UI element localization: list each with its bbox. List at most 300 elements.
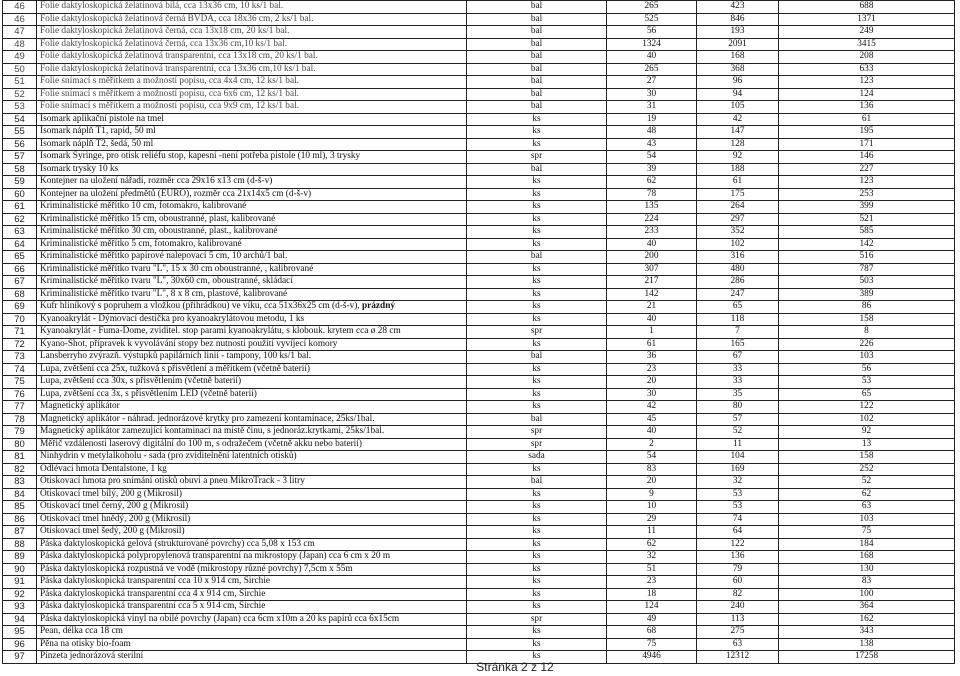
item-value-a-text: 233 [644, 226, 659, 236]
item-description-text: Magnetický aplikátor - náhrad. jednorázové krytky pro zamezení kontaminace, 25ks/1bal. [40, 413, 375, 424]
item-number-text: 55 [14, 126, 25, 137]
item-value-a-text: 19 [646, 113, 657, 124]
item-value-b-text: 33 [732, 363, 743, 374]
item-value-a-text: 61 [646, 338, 657, 349]
item-description-cell [37, 176, 467, 189]
item-value-a-cell [607, 626, 697, 639]
item-description-cell [37, 13, 467, 26]
item-total-text: 253 [859, 188, 874, 199]
item-unit-text: ks [532, 201, 541, 211]
item-number-cell [3, 413, 37, 426]
item-number-cell [3, 151, 37, 164]
item-number-cell [3, 488, 37, 501]
item-total-cell [779, 413, 955, 426]
item-value-a-text: 48 [646, 126, 657, 136]
item-value-b-cell [697, 413, 779, 426]
item-description-cell [37, 26, 467, 39]
table-row [3, 488, 955, 501]
item-value-b-cell [697, 251, 779, 264]
item-value-a-text: 20 [646, 376, 657, 386]
item-value-b-cell [697, 313, 779, 326]
table-row [3, 351, 955, 364]
item-number-cell [3, 388, 37, 401]
item-value-a-text: 224 [644, 213, 659, 224]
item-unit-cell [467, 513, 607, 526]
item-total-cell [779, 613, 955, 626]
item-unit-cell [467, 176, 607, 189]
item-total-cell [779, 276, 955, 289]
item-unit-text: ks [532, 401, 541, 411]
item-unit-text: ks [532, 551, 541, 561]
item-number-text: 97 [14, 651, 25, 662]
item-value-b-text: 102 [730, 238, 745, 249]
item-description-cell [37, 51, 467, 64]
item-value-a-text: 62 [646, 176, 657, 186]
item-value-a-text: 27 [646, 76, 657, 86]
item-unit-text: ks [532, 501, 541, 511]
item-value-a-cell [607, 476, 697, 489]
item-description-text: Ninhydrin v metylalkoholu - sada (pro zviditelnění latentních otisků) [40, 451, 297, 461]
item-total-text: 124 [859, 88, 874, 99]
item-value-a-text: 56 [646, 26, 657, 36]
item-description-cell [37, 476, 467, 489]
table-row [3, 463, 955, 476]
item-number-text: 46 [14, 13, 25, 25]
item-total-cell [779, 601, 955, 614]
item-value-a-cell [607, 563, 697, 576]
item-description-text: Otiskovací tmel černý, 200 g (Mikrosil) [40, 501, 189, 511]
item-value-b-text: 128 [730, 138, 745, 149]
item-total-cell [779, 338, 955, 351]
table-row [3, 176, 955, 189]
item-value-a-cell [607, 88, 697, 101]
table-row [3, 563, 955, 576]
item-description-text: Páska daktyloskopická rozpustná ve vodě (mikrostopy různé povrchy) 7,5cm x 55m [40, 563, 353, 574]
table-row [3, 251, 955, 264]
item-value-b-text: 35 [732, 388, 743, 399]
item-value-a-cell [607, 1, 697, 14]
item-number-cell [3, 451, 37, 464]
item-value-a-cell [607, 251, 697, 264]
item-number-cell [3, 263, 37, 276]
item-value-a-text: 68 [646, 626, 657, 636]
item-description-cell [37, 351, 467, 364]
table-row [3, 13, 955, 26]
item-description-cell [37, 188, 467, 201]
item-unit-text: bal [530, 38, 543, 49]
item-number-cell [3, 226, 37, 239]
item-number-cell [3, 551, 37, 564]
item-unit-cell [467, 88, 607, 101]
item-unit-cell [467, 501, 607, 514]
item-description-cell [37, 563, 467, 576]
item-total-cell [779, 526, 955, 539]
item-unit-cell [467, 288, 607, 301]
item-description-text: Otiskovací hmota pro snímání otisků obuvi a pneu MikroTrack - 3 litry [40, 476, 305, 486]
item-number-text: 67 [14, 276, 25, 287]
item-unit-cell [467, 376, 607, 389]
item-total-cell [779, 588, 955, 601]
item-number-text: 58 [14, 163, 25, 175]
item-unit-cell [467, 388, 607, 401]
item-value-a-text: 51 [646, 563, 657, 574]
item-value-b-cell [697, 101, 779, 114]
item-total-text: 249 [859, 26, 874, 36]
item-value-b-text: 168 [730, 51, 745, 61]
item-value-b-cell [697, 276, 779, 289]
item-total-text: 92 [861, 426, 872, 436]
item-value-a-text: 1324 [642, 38, 661, 49]
item-total-cell [779, 76, 955, 89]
item-total-text: 86 [861, 301, 872, 311]
item-total-cell [779, 626, 955, 639]
item-total-cell [779, 313, 955, 326]
item-description-text: Odlévací hmota Dentalstone, 1 kg [40, 463, 167, 474]
item-unit-cell [467, 576, 607, 589]
item-value-a-text: 307 [644, 263, 659, 274]
table-row [3, 276, 955, 289]
item-value-b-cell [697, 451, 779, 464]
item-total-text: 195 [859, 126, 874, 136]
item-value-b-cell [697, 288, 779, 301]
item-total-cell [779, 226, 955, 239]
item-number-text: 61 [14, 201, 25, 212]
item-number-text: 60 [14, 188, 25, 200]
item-total-text: 208 [859, 51, 874, 61]
item-value-b-text: 264 [730, 201, 745, 211]
item-number-cell [3, 13, 37, 26]
item-value-a-text: 40 [646, 313, 657, 324]
table-row [3, 188, 955, 201]
table-row [3, 1, 955, 14]
item-value-a-cell [607, 26, 697, 39]
item-description-cell [37, 613, 467, 626]
item-number-cell [3, 238, 37, 251]
item-value-a-cell [607, 176, 697, 189]
item-value-b-cell [697, 563, 779, 576]
item-value-a-text: 36 [646, 351, 657, 361]
item-value-b-text: 92 [732, 151, 743, 161]
item-value-a-cell [607, 38, 697, 51]
table-row [3, 101, 955, 114]
item-total-text: 103 [859, 351, 874, 361]
item-unit-cell [467, 401, 607, 414]
item-description-cell [37, 276, 467, 289]
item-total-cell [779, 113, 955, 126]
item-value-a-cell [607, 288, 697, 301]
item-description-text: Páska daktyloskopická transparentní cca 4 x 914 cm, Sirchie [40, 588, 266, 599]
item-description-text: Lansberryho zvýrazň. výstupků papilárních linií - tampony, 100 ks/1 bal. [40, 351, 312, 361]
item-number-text: 50 [14, 63, 25, 75]
table-row [3, 513, 955, 526]
item-number-text: 51 [14, 76, 25, 87]
item-value-a-cell [607, 313, 697, 326]
table-row [3, 51, 955, 64]
item-value-a-text: 525 [644, 13, 659, 24]
item-value-a-cell [607, 276, 697, 289]
item-value-a-cell [607, 76, 697, 89]
item-value-a-text: 200 [644, 251, 659, 261]
item-number-cell [3, 163, 37, 176]
item-description-cell [37, 301, 467, 314]
item-number-cell [3, 626, 37, 639]
item-description-cell [37, 238, 467, 251]
item-number-text: 62 [14, 213, 25, 225]
table-row [3, 626, 955, 639]
item-value-b-text: 122 [730, 538, 745, 549]
item-description-text: Páska daktyloskopická vinyl na obilé povrchy (Japan) cca 6cm x10m a 20 ks papírů cca 6x15cm [40, 613, 400, 624]
item-value-a-text: 4946 [642, 651, 661, 661]
item-total-text: 138 [859, 638, 874, 649]
table-row [3, 401, 955, 414]
item-number-cell [3, 188, 37, 201]
item-total-text: 122 [859, 401, 874, 411]
table-row [3, 213, 955, 226]
item-value-b-cell [697, 338, 779, 351]
item-value-b-text: 368 [730, 63, 745, 74]
item-number-text: 56 [14, 138, 25, 150]
item-value-b-text: 11 [733, 438, 742, 449]
item-value-b-text: 286 [730, 276, 745, 286]
item-total-text: 158 [859, 313, 874, 324]
item-value-a-cell [607, 201, 697, 214]
item-number-text: 73 [14, 351, 25, 362]
item-unit-cell [467, 476, 607, 489]
table-row [3, 38, 955, 51]
item-total-cell [779, 476, 955, 489]
item-number-cell [3, 401, 37, 414]
item-unit-cell [467, 638, 607, 651]
item-number-cell [3, 513, 37, 526]
item-value-a-text: 39 [646, 163, 657, 174]
item-value-b-text: 2091 [728, 38, 747, 49]
item-unit-cell [467, 463, 607, 476]
item-number-text: 89 [14, 551, 25, 562]
table-row [3, 301, 955, 314]
item-unit-text: ks [532, 651, 541, 661]
item-total-text: 13 [861, 438, 872, 449]
item-total-cell [779, 26, 955, 39]
item-total-text: 1371 [857, 13, 876, 24]
item-total-cell [779, 501, 955, 514]
item-description-text: Pinzeta jednorázová sterilní [40, 651, 144, 661]
item-number-text: 93 [14, 601, 25, 612]
item-description-text: Páska daktyloskopická transparentní cca 10 x 914 cm, Sirchie [40, 576, 271, 586]
item-value-a-text: 265 [644, 1, 659, 11]
item-unit-text: ks [532, 176, 541, 186]
page-footer [0, 660, 960, 674]
item-description-cell [37, 326, 467, 339]
item-description-text: Páska daktyloskopická transparentní cca 5 x 914 cm, Sirchie [40, 601, 266, 611]
item-unit-text: bal [530, 351, 543, 361]
item-value-a-text: 20 [646, 476, 657, 486]
table-row [3, 588, 955, 601]
item-total-cell [779, 538, 955, 551]
item-description-cell [37, 113, 467, 126]
item-unit-cell [467, 276, 607, 289]
item-unit-cell [467, 163, 607, 176]
item-value-b-text: 61 [732, 176, 743, 186]
item-number-text: 95 [14, 626, 25, 637]
item-unit-cell [467, 263, 607, 276]
item-number-cell [3, 638, 37, 651]
item-number-text: 87 [14, 526, 25, 537]
item-value-a-text: 40 [646, 51, 657, 61]
item-value-a-cell [607, 126, 697, 139]
item-total-cell [779, 176, 955, 189]
item-number-cell [3, 613, 37, 626]
item-total-text: 171 [859, 138, 874, 149]
item-value-b-text: 165 [730, 338, 745, 349]
item-number-text: 94 [14, 613, 25, 625]
item-description-cell [37, 526, 467, 539]
table-row [3, 63, 955, 76]
table-row [3, 313, 955, 326]
item-number-cell [3, 563, 37, 576]
item-unit-text: bal [530, 163, 543, 174]
item-value-b-cell [697, 263, 779, 276]
item-total-cell [779, 38, 955, 51]
item-value-b-cell [697, 463, 779, 476]
item-total-text: 3415 [857, 38, 876, 49]
item-number-cell [3, 251, 37, 264]
item-value-b-cell [697, 351, 779, 364]
item-description-cell [37, 588, 467, 601]
table-row [3, 88, 955, 101]
item-description-text: Kyano-Shot, přípravek k vyvolávání stopy bez nutnosti použití vyvíjecí komory [40, 338, 338, 349]
item-description-text: Lupa, zvětšení cca 3x, s přisvětlením LED (včetně baterií) [40, 388, 257, 399]
item-number-text: 85 [14, 501, 25, 512]
item-value-a-cell [607, 238, 697, 251]
item-unit-cell [467, 351, 607, 364]
table-row [3, 501, 955, 514]
item-value-a-cell [607, 551, 697, 564]
item-description-text: Páska daktyloskopická polypropylenová transparentní na mikrostopy (Japan) cca 6 cm x 20 m [40, 551, 391, 561]
item-unit-cell [467, 126, 607, 139]
item-total-cell [779, 463, 955, 476]
item-description-text: Kriminalistické měřítko papírové nalepovací 5 cm, 10 archů/1 bal. [40, 251, 288, 261]
item-total-cell [779, 88, 955, 101]
item-unit-text: ks [532, 563, 541, 574]
item-number-cell [3, 26, 37, 39]
item-value-b-text: 57 [732, 413, 743, 424]
item-value-a-cell [607, 226, 697, 239]
item-total-text: 83 [861, 576, 872, 586]
item-number-text: 82 [14, 463, 25, 475]
item-total-text: 633 [859, 63, 874, 74]
item-value-b-cell [697, 438, 779, 451]
item-description-text: Kriminalistické měřítko tvaru "L", 8 x 8 cm, plastové, kalibrované [40, 288, 288, 299]
item-value-b-text: 297 [730, 213, 745, 224]
item-number-cell [3, 213, 37, 226]
item-value-b-cell [697, 226, 779, 239]
item-value-b-text: 82 [732, 588, 743, 599]
table-row [3, 288, 955, 301]
item-value-b-text: 113 [730, 613, 745, 624]
item-unit-text: ks [532, 238, 541, 249]
item-number-cell [3, 313, 37, 326]
item-number-text: 46 [14, 1, 25, 12]
item-value-b-text: 175 [730, 188, 745, 199]
item-value-b-cell [697, 476, 779, 489]
item-number-text: 91 [14, 576, 25, 587]
item-description-text: Folie snímací s měřítkem a možností popisu, cca 9x9 cm, 12 ks/1 bal. [40, 101, 299, 111]
item-unit-text: ks [532, 188, 541, 199]
item-number-cell [3, 426, 37, 439]
item-description-text: Otiskovací tmel šedý, 200 g (Mikrosil) [40, 526, 185, 536]
item-value-a-text: 78 [646, 188, 657, 199]
item-value-a-cell [607, 538, 697, 551]
item-description-cell [37, 463, 467, 476]
item-value-a-text: 9 [649, 488, 654, 499]
item-description-text: Folie snímací s měřítkem a možností popisu, cca 6x6 cm, 12 ks/1 bal. [40, 88, 299, 99]
item-description-text: Isomark aplikační pistole na tmel [40, 113, 164, 124]
item-number-text: 52 [14, 88, 25, 100]
table-row [3, 363, 955, 376]
item-total-text: 162 [859, 613, 874, 624]
item-unit-cell [467, 76, 607, 89]
item-description-text: Lupa, zvětšení cca 30x, s přisvětlením (včetně baterií) [40, 376, 242, 386]
item-number-cell [3, 201, 37, 214]
item-value-b-text: 42 [732, 113, 743, 124]
item-description-text: Kriminalistické měřítko 10 cm, fotomakro, kalibrované [40, 201, 247, 211]
item-value-a-cell [607, 151, 697, 164]
item-unit-cell [467, 113, 607, 126]
item-description-cell [37, 438, 467, 451]
table-row [3, 238, 955, 251]
item-value-a-text: 265 [644, 63, 659, 74]
item-value-a-cell [607, 601, 697, 614]
item-number-text: 90 [14, 563, 25, 575]
item-value-a-text: 30 [646, 388, 657, 399]
item-unit-cell [467, 551, 607, 564]
item-total-cell [779, 63, 955, 76]
item-value-b-cell [697, 151, 779, 164]
item-total-cell [779, 401, 955, 414]
item-value-a-cell [607, 576, 697, 589]
item-total-cell [779, 213, 955, 226]
item-total-cell [779, 51, 955, 64]
item-description-text: Kriminalistické měřítko 5 cm, fotomakro, kalibrované [40, 238, 242, 249]
item-description-text: Otiskovací tmel bílý, 200 g (Mikrosil) [40, 488, 183, 499]
item-value-b-text: 275 [730, 626, 745, 636]
item-value-b-cell [697, 526, 779, 539]
item-total-cell [779, 426, 955, 439]
item-total-cell [779, 251, 955, 264]
item-number-cell [3, 88, 37, 101]
item-description-text: Kriminalistické měřítko tvaru "L", 15 x 30 cm oboustranné, , kalibrované [40, 263, 314, 274]
item-unit-text: ks [532, 626, 541, 636]
item-value-b-text: 480 [730, 263, 745, 274]
item-value-a-cell [607, 51, 697, 64]
item-total-cell [779, 101, 955, 114]
item-total-text: 130 [859, 563, 874, 574]
item-value-b-cell [697, 138, 779, 151]
item-value-a-text: 21 [646, 301, 657, 311]
item-description-text: Měřič vzdálenosti laserový digitální do 100 m, s odražečem (včetně akku nebo baterií) [40, 438, 362, 449]
item-unit-text: bal [530, 1, 543, 11]
item-description-cell [37, 1, 467, 14]
item-description-cell [37, 388, 467, 401]
item-value-a-cell [607, 63, 697, 76]
item-description-cell [37, 88, 467, 101]
item-value-b-text: 193 [730, 26, 745, 36]
item-value-b-text: 316 [730, 251, 745, 261]
item-value-b-cell [697, 576, 779, 589]
item-value-b-cell [697, 1, 779, 14]
item-unit-text: ks [532, 338, 541, 349]
item-value-b-cell [697, 301, 779, 314]
